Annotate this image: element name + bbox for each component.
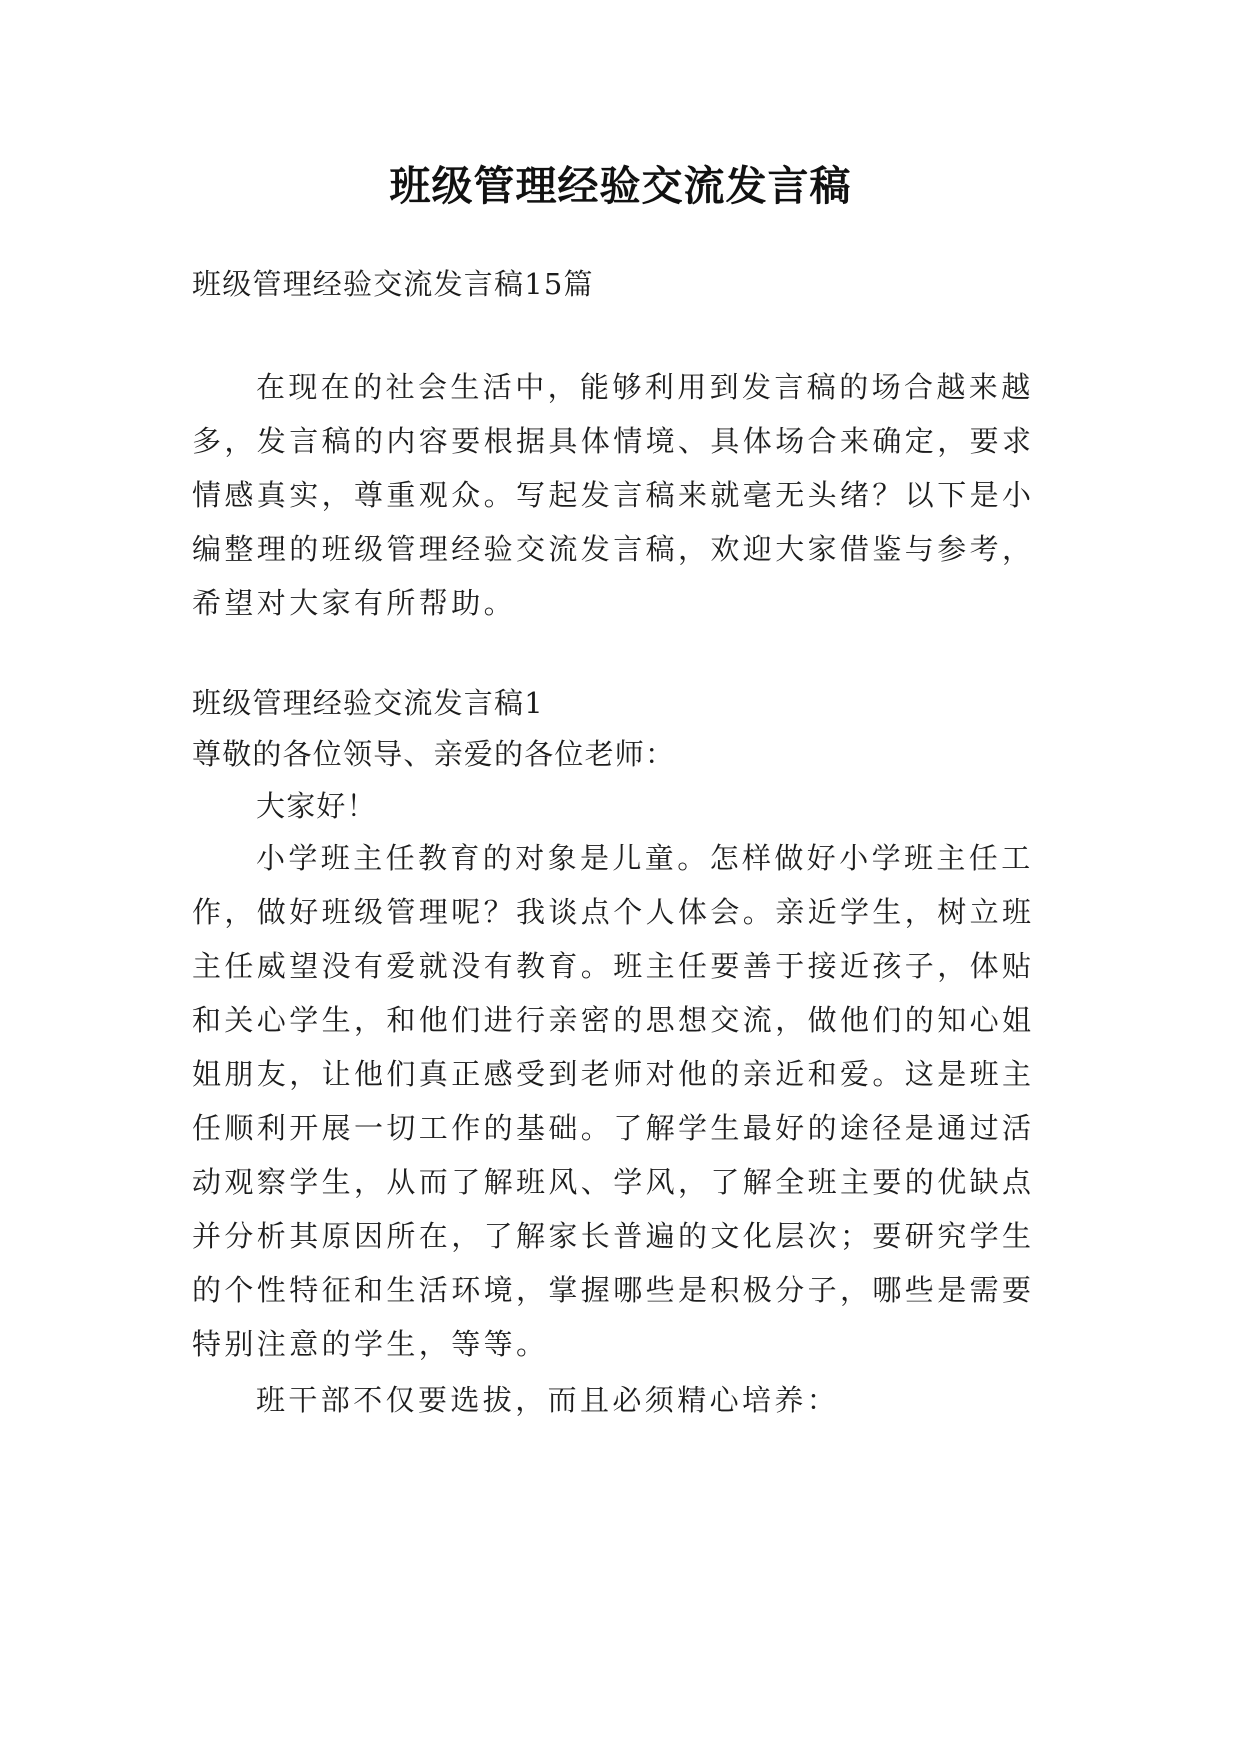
body-line: 姐朋友，让他们真正感受到老师对他的亲近和爱。这是班主	[192, 1057, 1035, 1091]
body-line: 作，做好班级管理呢？我谈点个人体会。亲近学生，树立班	[192, 895, 1035, 929]
body-line: 任顺利开展一切工作的基础。了解学生最好的途径是通过活	[192, 1111, 1035, 1145]
body-line: 主任威望没有爱就没有教育。班主任要善于接近孩子，体贴	[192, 949, 1035, 983]
body-last-line: 班干部不仅要选拔，而且必须精心培养：	[256, 1383, 840, 1417]
body-line: 的个性特征和生活环境，掌握哪些是积极分子，哪些是需要	[192, 1273, 1035, 1307]
salutation: 尊敬的各位领导、亲爱的各位老师：	[192, 737, 676, 771]
greeting: 大家好！	[256, 789, 377, 823]
intro-line: 情感真实，尊重观众。写起发言稿来就毫无头绪？以下是小	[192, 478, 1035, 512]
document-title: 班级管理经验交流发言稿	[389, 162, 852, 210]
intro-line: 编整理的班级管理经验交流发言稿，欢迎大家借鉴与参考，	[192, 532, 1035, 566]
intro-line: 在现在的社会生活中，能够利用到发言稿的场合越来越	[256, 370, 1034, 404]
body-line: 特别注意的学生，等等。	[192, 1327, 549, 1361]
section-title: 班级管理经验交流发言稿1	[192, 686, 544, 720]
document-subtitle: 班级管理经验交流发言稿15篇	[192, 267, 594, 301]
body-line: 动观察学生，从而了解班风、学风，了解全班主要的优缺点	[192, 1165, 1035, 1199]
body-line: 和关心学生，和他们进行亲密的思想交流，做他们的知心姐	[192, 1003, 1035, 1037]
body-line: 并分析其原因所在，了解家长普遍的文化层次；要研究学生	[192, 1219, 1035, 1253]
intro-line: 多，发言稿的内容要根据具体情境、具体场合来确定，要求	[192, 424, 1035, 458]
body-line: 小学班主任教育的对象是儿童。怎样做好小学班主任工	[256, 841, 1034, 875]
intro-line: 希望对大家有所帮助。	[192, 586, 517, 620]
